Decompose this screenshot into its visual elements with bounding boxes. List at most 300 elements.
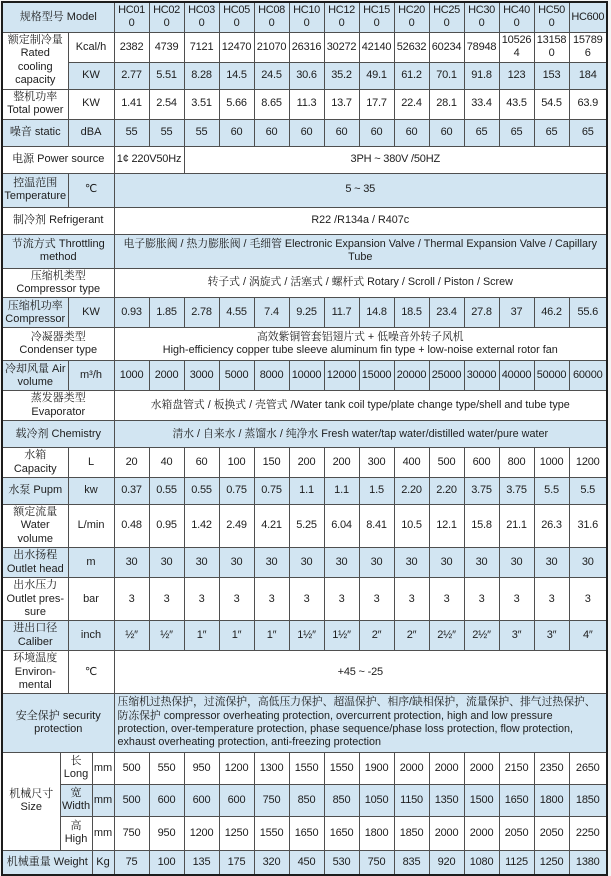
value-cell: 200	[324, 448, 359, 478]
value-cell: 2250	[569, 816, 607, 850]
row-label: 蒸发器类型 Evaporator	[2, 391, 114, 421]
value-cell: 1500	[464, 784, 499, 816]
value-cell: 1200	[184, 816, 219, 850]
value-cell: 2.54	[149, 89, 184, 119]
row-label: 额定流量 Water volume	[2, 505, 68, 548]
value-cell: 835	[394, 850, 429, 875]
value-cell: 750	[359, 850, 394, 875]
value-cell: 60	[254, 119, 289, 146]
row-label: 电源 Power source	[2, 146, 114, 173]
value-cell: 2000	[394, 752, 429, 784]
value-cell: 800	[499, 448, 534, 478]
row-label: 噪音 static	[2, 119, 68, 146]
value-cell: 3″	[534, 621, 569, 651]
value-cell: 500	[429, 448, 464, 478]
value-cell: 1200	[569, 448, 607, 478]
value-cell: 1800	[534, 784, 569, 816]
row-label: 安全保护 security protection	[2, 694, 114, 753]
value-cell: 8.65	[254, 89, 289, 119]
value-cell: 55	[149, 119, 184, 146]
row-total-power	[2, 89, 607, 119]
value-cell: 3″	[499, 621, 534, 651]
row-label: 载冷剂 Chemistry	[2, 421, 114, 448]
unit-cell: m	[68, 548, 114, 578]
value-cell: 55	[114, 119, 149, 146]
value-cell: 3	[289, 578, 324, 621]
value-cell: 2½″	[429, 621, 464, 651]
value-cell: 18.5	[394, 298, 429, 328]
row-sublabel: 长 Long	[60, 752, 92, 784]
value-cell: 35.2	[324, 62, 359, 89]
value-cell: 1300	[254, 752, 289, 784]
value-cell: 1.42	[184, 505, 219, 548]
value-cell: 1200	[219, 752, 254, 784]
value-cell: 1250	[219, 816, 254, 850]
value-cell: 65	[534, 119, 569, 146]
row-label: 压缩机类型 Compressor type	[2, 268, 114, 298]
value-cell: 15.8	[464, 505, 499, 548]
value-cell: 30	[359, 548, 394, 578]
value-cell: 40000	[499, 361, 534, 391]
text-line: 高效紫铜管套铝翅片式 + 低噪音外转子风机	[256, 331, 464, 344]
value-cell: 530	[324, 850, 359, 875]
value-cell: 37	[499, 298, 534, 328]
value-cell: 11.3	[289, 89, 324, 119]
value-cell: 5.5	[534, 478, 569, 505]
value-cell: 65	[499, 119, 534, 146]
value-cell: 5.51	[149, 62, 184, 89]
value-cell: 850	[324, 784, 359, 816]
value-cell: 2.77	[114, 62, 149, 89]
row-sublabel: 高 High	[60, 816, 92, 850]
value-cell: 320	[254, 850, 289, 875]
value-cell: 1550	[254, 816, 289, 850]
value-cell: 30	[114, 548, 149, 578]
span-text-cell	[114, 391, 607, 421]
value-cell: 600	[149, 784, 184, 816]
value-cell: 3	[254, 578, 289, 621]
value-cell: 2382	[114, 32, 149, 62]
text-line: R22 /R134a / R407c	[311, 214, 410, 227]
value-cell: 1.5	[359, 478, 394, 505]
value-cell: 91.8	[464, 62, 499, 89]
value-cell: 75	[114, 850, 149, 875]
value-cell: 0.75	[254, 478, 289, 505]
value-cell: 1550	[289, 752, 324, 784]
model-header-HC010: HC010	[114, 2, 149, 32]
value-cell: 1650	[499, 784, 534, 816]
unit-cell: mm	[92, 784, 114, 816]
row-label: 水箱 Capacity	[2, 448, 68, 478]
row-outlet-pressure	[2, 578, 607, 621]
row-water-volume	[2, 505, 607, 548]
value-cell: 2000	[464, 752, 499, 784]
value-cell: 3.75	[464, 478, 499, 505]
value-cell: 61.2	[394, 62, 429, 89]
row-tank-capacity	[2, 448, 607, 478]
row-power-source	[2, 146, 607, 173]
value-cell: 1.41	[114, 89, 149, 119]
value-cell: 20	[114, 448, 149, 478]
row-security	[2, 694, 607, 753]
value-cell: 60	[219, 119, 254, 146]
value-cell: 63.9	[569, 89, 607, 119]
value-cell: 0.95	[149, 505, 184, 548]
value-cell: 2000	[149, 361, 184, 391]
value-cell: 3	[324, 578, 359, 621]
value-cell: 550	[149, 752, 184, 784]
value-cell: 30272	[324, 32, 359, 62]
value-cell: 60	[324, 119, 359, 146]
value-cell: 2000	[429, 816, 464, 850]
value-cell: 60	[289, 119, 324, 146]
value-cell: 30	[184, 548, 219, 578]
row-label: 压缩机功率 Compressor	[2, 298, 68, 328]
value-cell: 175	[219, 850, 254, 875]
row-label: 水泵 Pupm	[2, 478, 68, 505]
unit-cell: dBA	[68, 119, 114, 146]
row-evaporator	[2, 391, 607, 421]
value-cell: 1350	[429, 784, 464, 816]
value-cell: 157896	[569, 32, 607, 62]
value-cell: 1″	[254, 621, 289, 651]
value-cell: 28.1	[429, 89, 464, 119]
row-coolant	[2, 421, 607, 448]
value-cell: 1550	[324, 752, 359, 784]
value-cell: 2050	[499, 816, 534, 850]
span-text-cell	[114, 328, 607, 361]
value-cell: 1125	[499, 850, 534, 875]
row-label: 环境温度 Environ-mental	[2, 651, 68, 694]
unit-cell: mm	[92, 816, 114, 850]
value-cell: 25000	[429, 361, 464, 391]
value-cell: 5000	[219, 361, 254, 391]
row-label: 冷却风量 Air volume	[2, 361, 68, 391]
unit-cell: KW	[68, 298, 114, 328]
value-cell: 3	[464, 578, 499, 621]
value-cell: 2½″	[464, 621, 499, 651]
span-text-cell	[114, 421, 607, 448]
value-cell: 1080	[464, 850, 499, 875]
value-cell: 8.28	[184, 62, 219, 89]
unit-cell: bar	[68, 578, 114, 621]
row-ambient-temp	[2, 651, 607, 694]
value-cell: 135	[184, 850, 219, 875]
model-header-HC500: HC500	[534, 2, 569, 32]
model-header-HC020: HC020	[149, 2, 184, 32]
value-cell: 3	[114, 578, 149, 621]
value-cell: 12000	[324, 361, 359, 391]
text-line: 转子式 / 涡旋式 / 活塞式 / 螺杆式 Rotary / Scroll / Piston / Screw	[207, 276, 513, 289]
value-cell: 43.5	[499, 89, 534, 119]
value-cell: 0.48	[114, 505, 149, 548]
value-cell: 2650	[569, 752, 607, 784]
value-cell: 500	[114, 784, 149, 816]
value-cell: 600	[464, 448, 499, 478]
value-cell: 55.6	[569, 298, 607, 328]
text-line: High-efficiency copper tube sleeve aluminum fin type + low-noise external rotor fan	[162, 344, 558, 357]
unit-cell: Kcal/h	[68, 32, 114, 62]
value-cell: 1800	[359, 816, 394, 850]
row-label-group: 机械尺寸 Size	[2, 752, 60, 850]
value-cell: 400	[394, 448, 429, 478]
value-cell: 1½″	[324, 621, 359, 651]
value-cell: 450	[289, 850, 324, 875]
value-cell: 131580	[534, 32, 569, 62]
value-cell: 1″	[219, 621, 254, 651]
model-header-HC200: HC200	[394, 2, 429, 32]
row-label: 冷凝器类型 Condenser type	[2, 328, 114, 361]
value-cell: 3000	[184, 361, 219, 391]
value-cell: 1.85	[149, 298, 184, 328]
span-value-cell: 5 ~ 35	[114, 173, 607, 207]
row-outlet-head	[2, 548, 607, 578]
row-condenser-type	[2, 328, 607, 361]
unit-cell: KW	[68, 62, 114, 89]
value-cell: 30	[254, 548, 289, 578]
value-cell: 60	[359, 119, 394, 146]
row-rated-cooling-kw	[2, 62, 607, 89]
value-cell: 2″	[394, 621, 429, 651]
unit-cell: Kg	[92, 850, 114, 875]
value-cell: 52632	[394, 32, 429, 62]
value-cell: 2.78	[184, 298, 219, 328]
value-cell: 78948	[464, 32, 499, 62]
value-cell: 2.20	[429, 478, 464, 505]
row-sublabel: 宽 Width	[60, 784, 92, 816]
row-pump-power	[2, 478, 607, 505]
value-cell: 11.7	[324, 298, 359, 328]
value-cell: 0.93	[114, 298, 149, 328]
value-cell: 950	[184, 752, 219, 784]
row-label: 出水压力 Outlet pres-sure	[2, 578, 68, 621]
value-cell: 10000	[289, 361, 324, 391]
value-cell: 600	[219, 784, 254, 816]
value-cell: 30.6	[289, 62, 324, 89]
value-cell: 13.7	[324, 89, 359, 119]
row-model-header	[2, 2, 607, 32]
unit-cell: m³/h	[68, 361, 114, 391]
value-cell: 9.25	[289, 298, 324, 328]
value-cell: 33.4	[464, 89, 499, 119]
value-cell: 14.8	[359, 298, 394, 328]
value-cell: 153	[534, 62, 569, 89]
value-cell: 3	[359, 578, 394, 621]
value-cell: 4″	[569, 621, 607, 651]
value-cell: 3	[184, 578, 219, 621]
value-cell: 12.1	[429, 505, 464, 548]
model-header-HC300: HC300	[464, 2, 499, 32]
value-cell: 0.55	[184, 478, 219, 505]
value-cell: 0.37	[114, 478, 149, 505]
value-cell: 3.75	[499, 478, 534, 505]
value-cell: 2000	[429, 752, 464, 784]
value-cell: 17.7	[359, 89, 394, 119]
value-cell: 1½″	[289, 621, 324, 651]
span-text-cell	[114, 694, 607, 753]
value-cell: 1650	[289, 816, 324, 850]
value-cell: 500	[114, 752, 149, 784]
value-cell: 70.1	[429, 62, 464, 89]
model-header-HC150: HC150	[359, 2, 394, 32]
value-cell: 150	[254, 448, 289, 478]
row-label: 进出口径 Caliber	[2, 621, 68, 651]
text-line: 水箱盘管式 / 板换式 / 壳管式 /Water tank coil type/plate change type/shell and tube type	[150, 399, 570, 412]
value-cell: 65	[464, 119, 499, 146]
value-cell: 2″	[359, 621, 394, 651]
value-cell: 30000	[464, 361, 499, 391]
row-label: 机械重量 Weight	[2, 850, 92, 875]
value-cell: 100	[219, 448, 254, 478]
value-cell: 3	[429, 578, 464, 621]
model-header-HC600: HC600	[569, 2, 607, 32]
value-cell: 22.4	[394, 89, 429, 119]
value-cell: 1150	[394, 784, 429, 816]
value-cell: 30	[569, 548, 607, 578]
value-cell: 850	[289, 784, 324, 816]
chiller-spec-table	[1, 1, 608, 876]
model-header-HC100: HC100	[289, 2, 324, 32]
value-cell: 21.1	[499, 505, 534, 548]
value-cell: 2.20	[394, 478, 429, 505]
row-size-long	[2, 752, 607, 784]
value-cell: 3	[219, 578, 254, 621]
value-cell: 60	[429, 119, 464, 146]
row-weight	[2, 850, 607, 875]
value-cell: ½″	[149, 621, 184, 651]
row-noise	[2, 119, 607, 146]
text-line: 清水 / 自来水 / 蒸馏水 / 纯净水 Fresh water/tap water/distilled water/pure water	[172, 427, 549, 440]
value-cell: 1000	[114, 361, 149, 391]
value-cell: 0.55	[149, 478, 184, 505]
value-cell: 1850	[394, 816, 429, 850]
model-header-HC120: HC120	[324, 2, 359, 32]
row-label: 控温范围 Temperature	[2, 173, 68, 207]
value-cell: 30	[499, 548, 534, 578]
value-cell: 750	[114, 816, 149, 850]
value-cell: 3	[534, 578, 569, 621]
value-cell: 8000	[254, 361, 289, 391]
model-header-HC080: HC080	[254, 2, 289, 32]
value-cell: 30	[429, 548, 464, 578]
value-cell: 8.41	[359, 505, 394, 548]
value-cell: 0.75	[219, 478, 254, 505]
value-cell: 1900	[359, 752, 394, 784]
value-cell: 30	[149, 548, 184, 578]
value-cell: 30	[394, 548, 429, 578]
value-cell: 3	[569, 578, 607, 621]
value-cell: 23.4	[429, 298, 464, 328]
value-cell: 1650	[324, 816, 359, 850]
value-cell: 27.8	[464, 298, 499, 328]
value-cell: 60234	[429, 32, 464, 62]
row-rated-cooling-kcal	[2, 32, 607, 62]
model-header-HC250: HC250	[429, 2, 464, 32]
value-cell: 4.55	[219, 298, 254, 328]
text-line: 压缩机过热保护，过流保护，高低压力保护、超温保护、相序/缺相保护，流量保护、排气过热保护、防冻保护 compressor overheating protection, overcurrent protection, high and low pressure protection, over-temperature protection, phase sequence/phase loss protection, flow protection, exhaust overheating protection, anti-freezing protection	[117, 696, 596, 749]
value-cell: 1″	[184, 621, 219, 651]
value-cell: 40	[149, 448, 184, 478]
row-air-volume	[2, 361, 607, 391]
value-cell: 2350	[534, 752, 569, 784]
value-cell: 21070	[254, 32, 289, 62]
value-cell: 26.3	[534, 505, 569, 548]
row-label: 节流方式 Throttling method	[2, 234, 114, 268]
value-cell: 4.21	[254, 505, 289, 548]
unit-cell: inch	[68, 621, 114, 651]
value-cell: 54.5	[534, 89, 569, 119]
row-compressor-type	[2, 268, 607, 298]
value-cell: 46.2	[534, 298, 569, 328]
row-label: 出水扬程 Outlet head	[2, 548, 68, 578]
value-cell: 300	[359, 448, 394, 478]
value-cell: 920	[429, 850, 464, 875]
value-cell: 7121	[184, 32, 219, 62]
value-cell: 105264	[499, 32, 534, 62]
row-size-width	[2, 784, 607, 816]
value-cell: 5.5	[569, 478, 607, 505]
value-cell: 60	[184, 448, 219, 478]
unit-cell: mm	[92, 752, 114, 784]
row-temp-range	[2, 173, 607, 207]
value-cell: 5.66	[219, 89, 254, 119]
model-header-HC030: HC030	[184, 2, 219, 32]
unit-cell: ℃	[68, 651, 114, 694]
span-text-cell	[114, 268, 607, 298]
value-cell: 100	[149, 850, 184, 875]
value-cell: 600	[184, 784, 219, 816]
unit-cell: ℃	[68, 173, 114, 207]
unit-cell: L/min	[68, 505, 114, 548]
value-cell: 30	[464, 548, 499, 578]
value-cell: 10.5	[394, 505, 429, 548]
value-cell: 65	[569, 119, 607, 146]
value-cell: 20000	[394, 361, 429, 391]
row-label: 规格型号 Model	[2, 2, 114, 32]
value-cell: 24.5	[254, 62, 289, 89]
span-text-cell	[114, 234, 607, 268]
value-cell: 3.51	[184, 89, 219, 119]
span-text-cell	[114, 207, 607, 234]
value-cell: 50000	[534, 361, 569, 391]
row-label: 额定制冷量 Rated cooling capacity	[2, 32, 68, 89]
value-cell: 750	[254, 784, 289, 816]
value-cell: 49.1	[359, 62, 394, 89]
value-cell: 200	[289, 448, 324, 478]
model-header-HC400: HC400	[499, 2, 534, 32]
value-cell: 15000	[359, 361, 394, 391]
span-value-cell: +45 ~ -25	[114, 651, 607, 694]
value-cell: 14.5	[219, 62, 254, 89]
unit-cell: KW	[68, 89, 114, 119]
value-cell: 7.4	[254, 298, 289, 328]
value-cell: 31.6	[569, 505, 607, 548]
value-cell: 30	[324, 548, 359, 578]
row-refrigerant	[2, 207, 607, 234]
model-header-HC050: HC050	[219, 2, 254, 32]
value-cell: 1250	[534, 850, 569, 875]
value-cell: 3	[499, 578, 534, 621]
value-cell: 1050	[359, 784, 394, 816]
value-cell: 55	[184, 119, 219, 146]
value-cell: 1.1	[324, 478, 359, 505]
split-right-cell: 3PH ~ 380V /50HZ	[184, 146, 607, 173]
value-cell: 30	[219, 548, 254, 578]
row-label: 制冷剂 Refrigerant	[2, 207, 114, 234]
row-compressor-power	[2, 298, 607, 328]
value-cell: 30	[289, 548, 324, 578]
spec-table-body	[2, 2, 607, 875]
